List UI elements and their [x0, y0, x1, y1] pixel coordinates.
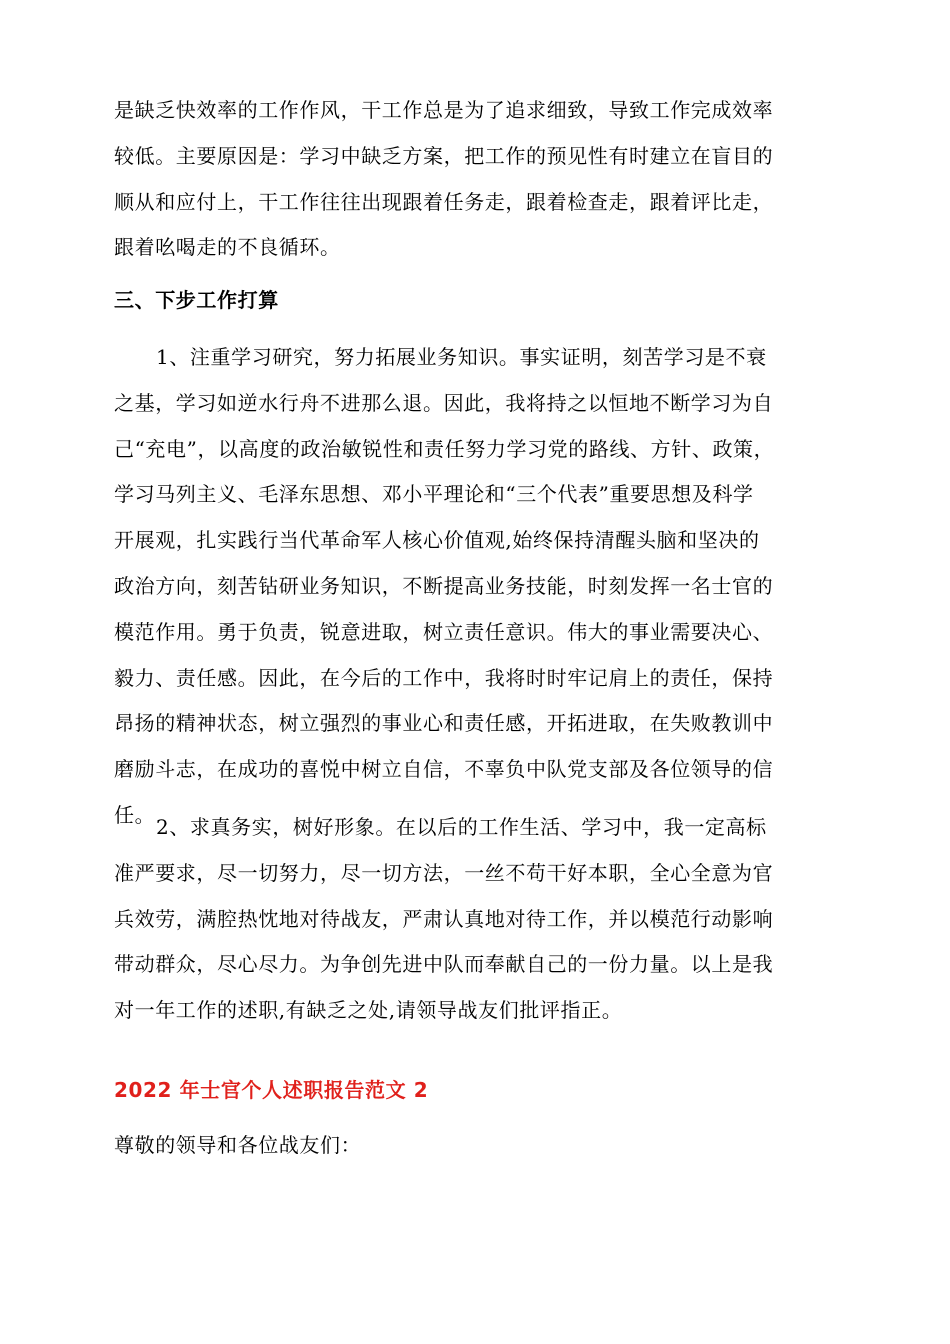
text-line: 政治方向，刻苦钻研业务知识，不断提高业务技能，时刻发挥一名士官的 — [114, 573, 774, 598]
report-title-text: 2022 年士官个人述职报告范文 2 — [114, 1078, 429, 1102]
section-heading-text: 三、下步工作打算 — [114, 288, 279, 312]
paragraph-2 — [114, 805, 844, 1034]
text-line: 己“充电”，以高度的政治敏锐性和责任努力学习党的路线、方针、政策， — [114, 436, 775, 461]
text-line: 2、求真务实，树好形象。在以后的工作生活、学习中，我一定高标 — [156, 815, 767, 839]
text-line: 1、注重学习研究，努力拓展业务知识。事实证明，刻苦学习是不衰 — [156, 345, 767, 369]
text-line: 对一年工作的述职,有缺乏之处,请领导战友们批评指正。 — [114, 998, 623, 1023]
text-line: 带动群众，尽心尽力。为争创先进中队而奉献自己的一份力量。以上是我 — [114, 952, 774, 977]
paragraph-intro — [114, 88, 844, 271]
section-heading — [114, 278, 844, 324]
text-line: 开展观，扎实践行当代革命军人核心价值观,始终保持清醒头脑和坚决的 — [114, 528, 760, 553]
text-line: 准严要求，尽一切努力，尽一切方法，一丝不苟干好本职，全心全意为官 — [114, 860, 774, 885]
text-line: 任。 — [114, 802, 156, 827]
text-line: 学习马列主义、毛泽东思想、邓小平理论和“三个代表”重要思想及科学 — [114, 482, 754, 507]
text-line: 磨励斗志，在成功的喜悦中树立自信，不辜负中队党支部及各位领导的信 — [114, 757, 774, 782]
text-line: 毅力、责任感。因此，在今后的工作中，我将时时牢记肩上的责任，保持 — [114, 665, 774, 690]
text-line: 兵效劳，满腔热忱地对待战友，严肃认真地对待工作，并以模范行动影响 — [114, 906, 774, 931]
salutation-text: 尊敬的领导和各位战友们： — [114, 1133, 362, 1157]
text-line: 跟着吆喝走的不良循环。 — [114, 235, 341, 260]
paragraph-1 — [114, 335, 844, 839]
text-line: 之基，学习如逆水行舟不进那么退。因此，我将持之以恒地不断学习为自 — [114, 390, 774, 415]
text-line: 较低。主要原因是：学习中缺乏方案，把工作的预见性有时建立在盲目的 — [114, 143, 774, 168]
text-line: 昂扬的精神状态，树立强烈的事业心和责任感，开拓进取，在失败教训中 — [114, 711, 774, 736]
salutation — [114, 1123, 844, 1169]
text-line: 是缺乏快效率的工作作风，干工作总是为了追求细致，导致工作完成效率 — [114, 98, 774, 122]
report-title — [114, 1068, 844, 1114]
text-line: 顺从和应付上，干工作往往出现跟着任务走，跟着检查走，跟着评比走， — [114, 189, 774, 214]
text-line: 模范作用。勇于负责，锐意进取，树立责任意识。伟大的事业需要决心、 — [114, 619, 774, 644]
